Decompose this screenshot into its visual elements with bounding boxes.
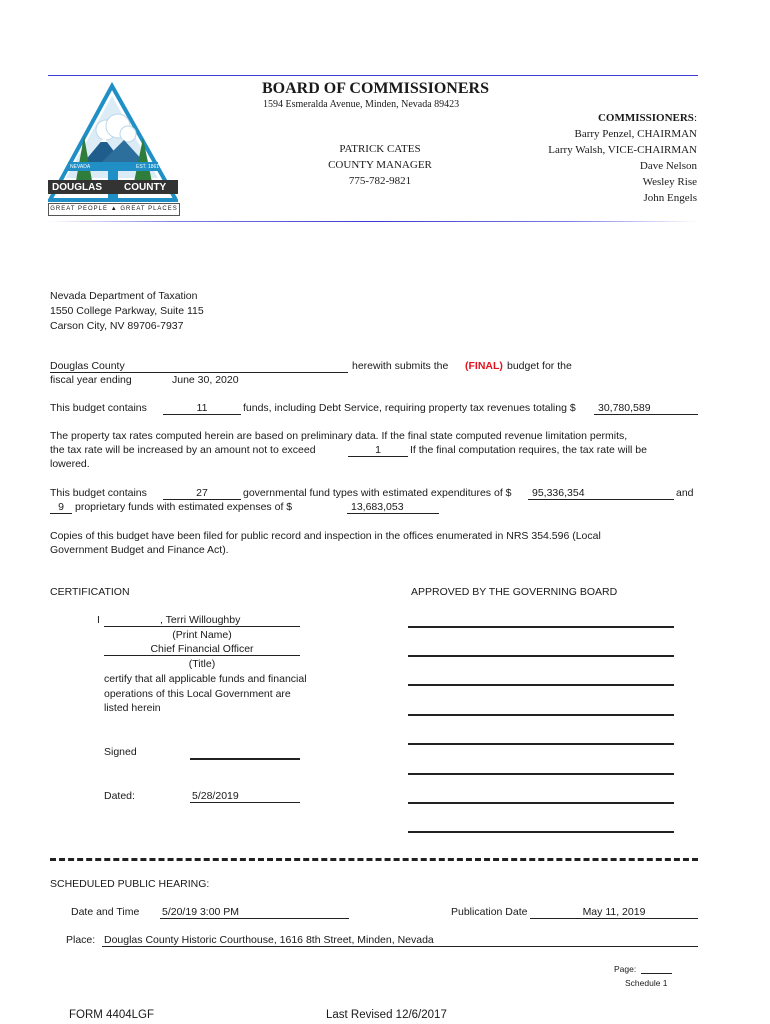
tagline-triangle-icon: ▲ (110, 206, 118, 212)
header-rule-top (48, 75, 698, 76)
recipient-line-1: Nevada Department of Taxation (50, 290, 198, 302)
publication-date-underline (530, 918, 698, 919)
logo-douglas: DOUGLAS (52, 182, 102, 193)
fiscal-year-value: June 30, 2020 (172, 374, 239, 386)
submits-text: herewith submits the (352, 360, 449, 372)
dated-value: 5/28/2019 (192, 790, 239, 802)
logo-county: COUNTY (124, 182, 167, 193)
recipient-line-3: Carson City, NV 89706-7937 (50, 320, 184, 332)
hearing-date-label: Date and Time (71, 906, 140, 918)
commissioners-heading: COMMISSIONERS: (597, 112, 697, 124)
budget-for-text: budget for the (507, 360, 572, 372)
commissioner-4: Wesley Rise (642, 176, 697, 188)
prop-funds-expenses: 13,683,053 (351, 501, 404, 513)
tax-rate-line-3: lowered. (50, 458, 90, 470)
prop-funds-count-underline (50, 513, 72, 514)
board-signature-line-2[interactable] (408, 655, 674, 657)
commissioner-2: Larry Walsh, VICE-CHAIRMAN (548, 144, 697, 156)
tagline-left: GREAT PEOPLE (50, 206, 109, 212)
manager-block (305, 141, 455, 189)
letterhead-title: BOARD OF COMMISSIONERS (262, 80, 489, 97)
hearing-date-value: 5/20/19 3:00 PM (162, 906, 240, 918)
place-label: Place: (66, 934, 96, 946)
place-value: Douglas County Historic Courthouse, 1616 8th Street, Minden, Nevada (104, 934, 434, 946)
header-rule-bottom (48, 221, 698, 222)
recipient-block (50, 289, 204, 334)
publication-date-value: May 11, 2019 (582, 906, 646, 918)
logo-tagline (48, 203, 180, 216)
funds-text: funds, including Debt Service, requiring property tax revenues totaling $ (243, 402, 576, 414)
approved-heading: APPROVED BY THE GOVERNING BOARD (411, 586, 618, 598)
letterhead-address: 1594 Esmeralda Avenue, Minden, Nevada 89423 (263, 99, 460, 110)
page-label: Page: (614, 964, 637, 974)
form-number: FORM 4404LGF (69, 1009, 154, 1021)
commissioner-5: John Engels (643, 192, 697, 204)
dated-underline (190, 802, 300, 803)
cert-name: , Terri Willoughby (160, 614, 241, 626)
commissioners-block (500, 110, 697, 206)
tagline-right: GREAT PLACES (120, 206, 178, 212)
place-underline (102, 946, 698, 947)
tax-rate-line-1: The property tax rates computed herein are based on preliminary data. If the final state computed revenue limitation permits, (50, 430, 628, 442)
county-logo (48, 82, 178, 214)
funds-total: 30,780,589 (598, 402, 651, 414)
gov-funds-expenditures: 95,336,354 (532, 487, 585, 499)
publication-date-label: Publication Date (451, 906, 528, 918)
signature-line[interactable] (190, 758, 300, 760)
recipient-line-2: 1550 College Parkway, Suite 115 (50, 305, 204, 317)
page-underline (641, 973, 672, 974)
gov-funds-count: 27 (196, 487, 208, 499)
board-signature-line-6[interactable] (408, 773, 674, 775)
cert-statement-line-3: listed herein (104, 702, 161, 714)
manager-name: PATRICK CATES (339, 143, 421, 155)
tax-rate-line-2a: the tax rate will be increased by an amount not to exceed (50, 444, 316, 456)
tax-rate-line-2b: If the final computation requires, the tax rate will be (410, 444, 647, 456)
logo-state: NEVADA (70, 164, 91, 170)
gov-funds-and: and (676, 487, 694, 499)
funds-total-underline (594, 414, 698, 415)
funds-count: 11 (196, 402, 208, 414)
funds-prefix: This budget contains (50, 402, 147, 414)
gov-funds-prefix: This budget contains (50, 487, 147, 499)
dated-label: Dated: (104, 790, 135, 802)
hearing-heading: SCHEDULED PUBLIC HEARING: (50, 878, 210, 890)
copies-line-2: Government Budget and Finance Act). (50, 544, 229, 556)
cert-title-label: (Title) (188, 658, 216, 670)
entity-name: Douglas County (50, 360, 125, 372)
prop-funds-expenses-underline (347, 513, 439, 514)
cert-i: I (97, 614, 100, 626)
schedule-label: Schedule 1 (625, 978, 668, 988)
cert-statement-line-1: certify that all applicable funds and financial (104, 673, 307, 685)
copies-line-1: Copies of this budget have been filed for public record and inspection in the offices enumerated in NRS 354.596 (Local (50, 530, 601, 542)
prop-funds-count: 9 (58, 501, 64, 513)
logo-est: EST. 1861 (136, 164, 160, 170)
board-signature-line-3[interactable] (408, 684, 674, 686)
gov-funds-expenditures-underline (528, 499, 674, 500)
board-signature-line-8[interactable] (408, 831, 674, 833)
entity-underline (50, 372, 348, 373)
gov-funds-text: governmental fund types with estimated expenditures of $ (243, 487, 512, 499)
tax-rate-amount: 1 (375, 444, 381, 456)
dashed-separator (50, 858, 698, 861)
commissioner-3: Dave Nelson (639, 160, 697, 172)
board-signature-line-5[interactable] (408, 743, 674, 745)
hearing-date-underline (160, 918, 349, 919)
budget-type: (FINAL) (465, 360, 503, 372)
manager-title: COUNTY MANAGER (328, 159, 432, 171)
board-signature-line-4[interactable] (408, 714, 674, 716)
fiscal-year-label: fiscal year ending (50, 374, 132, 386)
signed-label: Signed (104, 746, 137, 758)
certification-heading: CERTIFICATION (50, 586, 130, 598)
cert-statement (104, 672, 307, 716)
commissioner-1: Barry Penzel, CHAIRMAN (574, 128, 697, 140)
manager-phone: 775-782-9821 (348, 175, 412, 187)
board-signature-line-1[interactable] (408, 626, 674, 628)
cert-title-value: Chief Financial Officer (150, 643, 254, 655)
cert-title-underline (104, 655, 300, 656)
cert-name-underline (104, 626, 300, 627)
cert-print-name-label: (Print Name) (172, 629, 232, 641)
prop-funds-text: proprietary funds with estimated expenses of $ (75, 501, 293, 513)
last-revised: Last Revised 12/6/2017 (326, 1009, 447, 1021)
gov-funds-count-underline (163, 499, 241, 500)
board-signature-line-7[interactable] (408, 802, 674, 804)
funds-count-underline (163, 414, 241, 415)
tax-rate-amount-underline (348, 456, 408, 457)
cert-statement-line-2: operations of this Local Government are (104, 687, 291, 700)
